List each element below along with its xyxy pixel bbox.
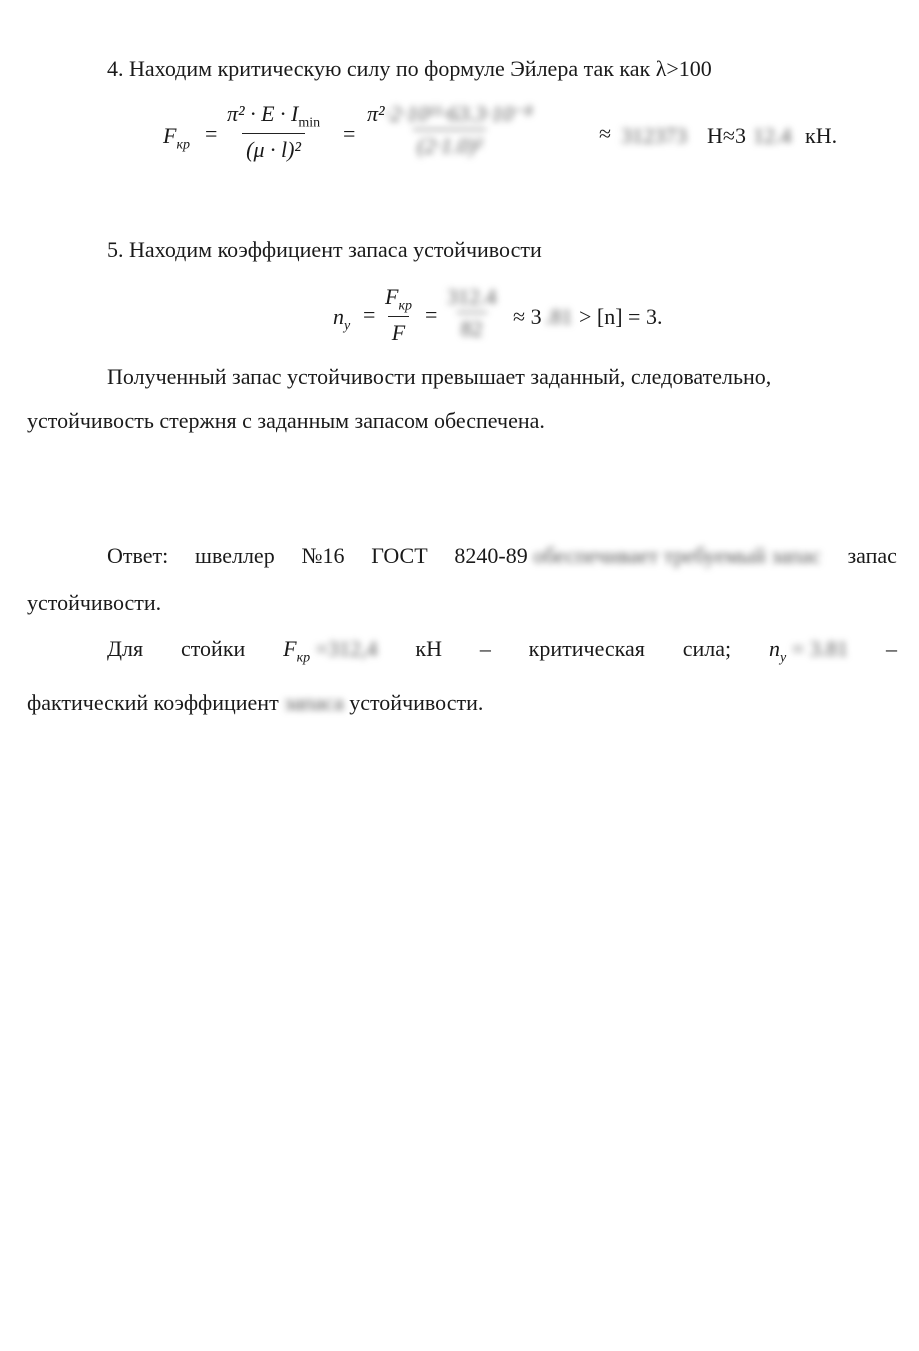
equals-sign: =	[205, 121, 218, 146]
approx-sign: ≈	[599, 121, 612, 146]
answer-word: ГОСТ	[371, 543, 428, 568]
value-fraction	[443, 284, 501, 342]
safety-factor-formula	[333, 284, 693, 348]
answer-line-3	[107, 636, 897, 671]
equals-sign-4: =	[425, 302, 438, 327]
euler-numerator: $\pi^2 \cdot E \cdot I_{min}$	[227, 101, 321, 131]
conclusion-line-2: устойчивость стержня с заданным запасом обеспечена.	[27, 408, 545, 433]
force-value-n: 312373	[621, 123, 687, 148]
dash: –	[479, 636, 491, 661]
equals-sign-3: =	[363, 302, 376, 327]
unit-kilonewton: кН.	[805, 123, 838, 148]
fkr-inline: $F_{кр} =312,4$	[283, 636, 378, 666]
ratio-numerator: $F_{кр}$	[385, 284, 413, 314]
ny-inline: $n_у = 3.81$	[769, 636, 849, 666]
dash: –	[885, 636, 897, 661]
answer-word: запас	[847, 543, 897, 568]
conclusion-line-1: Полученный запас устойчивости превышает заданный, следовательно,	[107, 364, 772, 389]
substitution-fraction	[363, 101, 537, 159]
ratio-denominator: F	[388, 316, 409, 346]
answer-word: стойки	[180, 636, 246, 661]
unit-kn: кН	[415, 636, 442, 661]
answer-line-4: фактический коэффициент запаса устойчивости.	[27, 690, 484, 715]
substitution-denominator: (2·1.0)²	[413, 129, 486, 159]
force-value-kn: 12.4	[753, 123, 792, 148]
ratio-fraction	[381, 284, 416, 346]
answer-word: Ответ:	[107, 543, 169, 568]
step5-heading: 5. Находим коэффициент запаса устойчивости	[107, 237, 542, 262]
answer-word: критическая	[528, 636, 645, 661]
answer-line-2: устойчивости.	[27, 590, 162, 615]
step4-heading: 4. Находим критическую силу по формуле Эйлера так как λ>100	[107, 56, 712, 81]
required-factor: > [n] = 3.	[579, 304, 663, 329]
substitution-numerator: π²·2·10¹¹·63.3·10⁻⁸	[367, 101, 533, 126]
answer-word: швеллер	[195, 543, 275, 568]
euler-denominator: (μ · l)²	[242, 133, 305, 163]
euler-fraction	[223, 101, 324, 163]
answer-word: Для	[107, 636, 144, 661]
equals-sign-2: =	[343, 121, 356, 146]
answer-word: сила;	[682, 636, 732, 661]
value-numerator: 312.4	[447, 284, 497, 309]
answer-standard: 8240-89 обеспечивает требуемый запас	[454, 543, 821, 568]
value-denominator: 82	[457, 312, 487, 342]
safety-factor-value: .81	[545, 304, 573, 329]
ny-symbol: $n_у$	[333, 304, 351, 334]
unit-newton: Н≈3	[707, 123, 746, 148]
fkr-symbol: $F_{кр}$	[163, 123, 191, 153]
answer-line-1	[107, 543, 897, 569]
approx-three: ≈ 3	[513, 304, 542, 329]
answer-word: №16	[301, 543, 345, 568]
euler-formula	[163, 101, 863, 171]
